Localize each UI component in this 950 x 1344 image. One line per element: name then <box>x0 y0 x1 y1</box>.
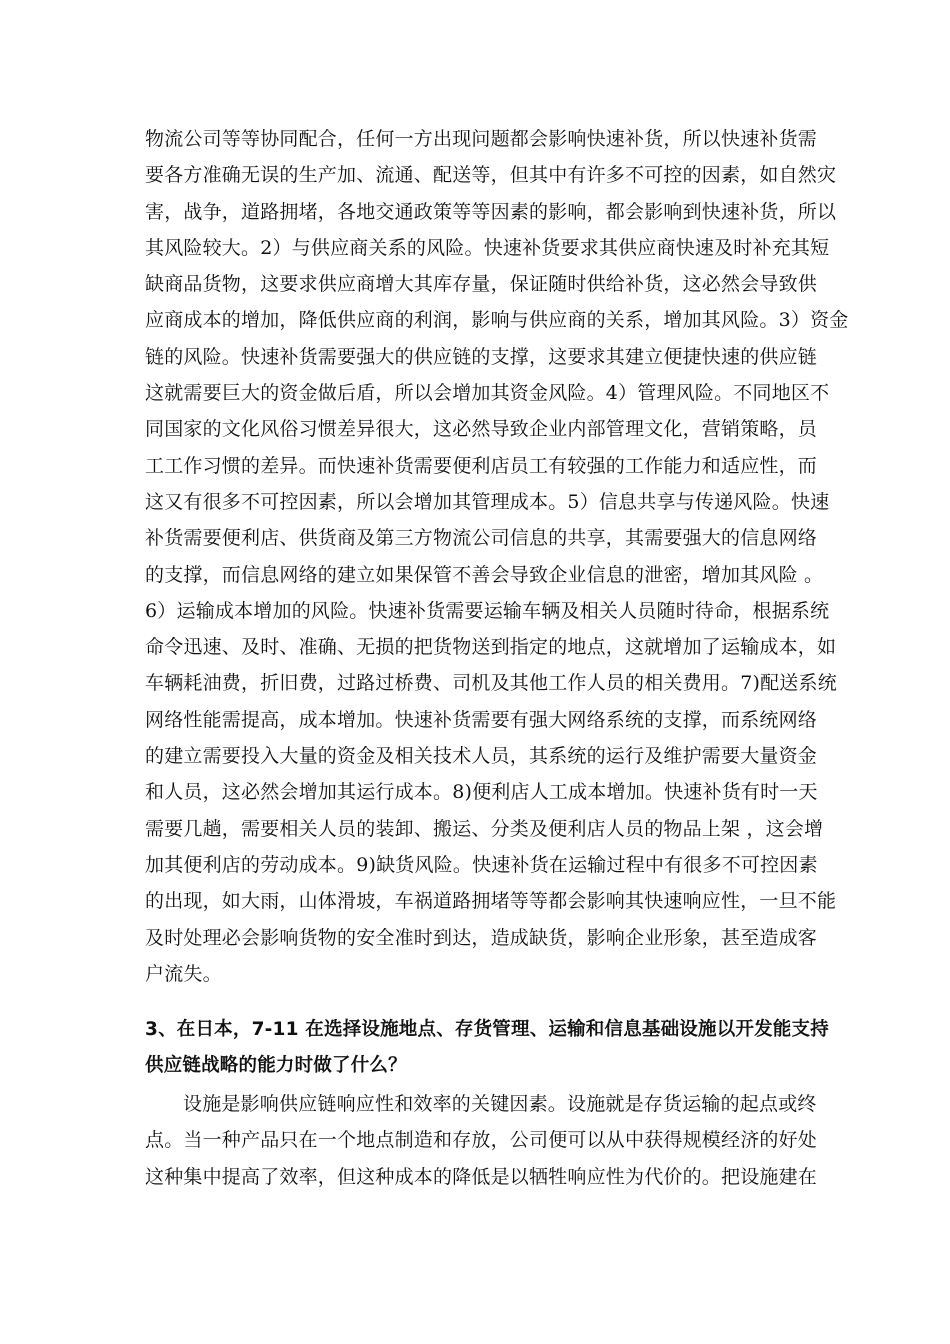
text-line: 同国家的文化风俗习惯差异很大，这必然导致企业内部管理文化，营销策略，员 <box>145 418 818 441</box>
text-line: 6）运输成本增加的风险。快速补货需要运输车辆及相关人员随时待命，根据系统 <box>145 599 830 622</box>
text-line: 补货需要便利店、供货商及第三方物流公司信息的共享，其需要强大的信息网络 <box>145 527 818 550</box>
text-line: 户流失。 <box>145 962 222 985</box>
heading-line: 3、在日本，7-11 在选择设施地点、存货管理、运输和信息基础设施以开发能支持 <box>145 1019 829 1040</box>
body-paragraph-risks <box>145 121 849 992</box>
text-line: 车辆耗油费，折旧费，过路过桥费、司机及其他工作人员的相关费用。7)配送系统 <box>145 672 837 695</box>
text-line: 命令迅速、及时、准确、无损的把货物送到指定的地点，这就增加了运输成本，如 <box>145 636 837 659</box>
text-line: 点。当一种产品只在一个地点制造和存放，公司便可以从中获得规模经济的好处 <box>145 1129 818 1152</box>
text-line: 链的风险。快速补货需要强大的供应链的支撑，这要求其建立便捷快速的供应链 <box>145 345 818 368</box>
text-line: 设施是影响供应链响应性和效率的关键因素。设施就是存货运输的起点或终 <box>183 1093 817 1115</box>
text-line: 这又有很多不可控因素，所以会增加其管理成本。5）信息共享与传递风险。快速 <box>145 490 830 513</box>
text-line: 要各方准确无误的生产加、流通、配送等，但其中有许多不可控的因素，如自然灾 <box>145 164 837 187</box>
text-line: 加其便利店的劳动成本。9)缺货风险。快速补货在运输过程中有很多不可控因素 <box>145 853 818 876</box>
text-line: 需要几趟，需要相关人员的装卸、搬运、分类及便利店人员的物品上架 ，这会增 <box>145 817 824 840</box>
section-heading-3 <box>145 1012 829 1085</box>
text-line: 物流公司等等协同配合，任何一方出现问题都会影响快速补货，所以快速补货需 <box>145 128 818 150</box>
text-line: 害，战争，道路拥堵，各地交通政策等等因素的影响，都会影响到快速补货，所以 <box>145 200 837 223</box>
text-line: 的出现，如大雨，山体滑坡，车祸道路拥堵等等都会影响其快速响应性，一旦不能 <box>145 890 837 913</box>
text-line: 及时处理必会影响货物的安全准时到达，造成缺货，影响企业形象，甚至造成客 <box>145 926 818 949</box>
text-line: 和人员，这必然会增加其运行成本。8)便利店人工成本增加。快速补货有时一天 <box>145 781 818 804</box>
text-line: 这种集中提高了效率，但这种成本的降低是以牺牲响应性为代价的。把设施建在 <box>145 1165 818 1188</box>
heading-line: 供应链战略的能力时做了什么？ <box>145 1055 407 1077</box>
body-paragraph-facilities <box>145 1086 818 1195</box>
text-line: 的支撑，而信息网络的建立如果保管不善会导致企业信息的泄密，增加其风险 。 <box>145 563 824 586</box>
text-line: 工工作习惯的差异。而快速补货需要便利店员工有较强的工作能力和适应性，而 <box>145 454 818 477</box>
text-line: 网络性能需提高，成本增加。快速补货需要有强大网络系统的支撑，而系统网络 <box>145 708 818 731</box>
text-line: 应商成本的增加，降低供应商的利润，影响与供应商的关系，增加其风险。3）资金 <box>145 309 849 332</box>
text-line: 这就需要巨大的资金做后盾，所以会增加其资金风险。4）管理风险。不同地区不 <box>145 382 830 405</box>
text-line: 缺商品货物，这要求供应商增大其库存量，保证随时供给补货，这必然会导致供 <box>145 273 818 296</box>
text-line: 的建立需要投入大量的资金及相关技术人员，其系统的运行及维护需要大量资金 <box>145 745 818 768</box>
text-line: 其风险较大。2）与供应商关系的风险。快速补货要求其供应商快速及时补充其短 <box>145 236 830 259</box>
